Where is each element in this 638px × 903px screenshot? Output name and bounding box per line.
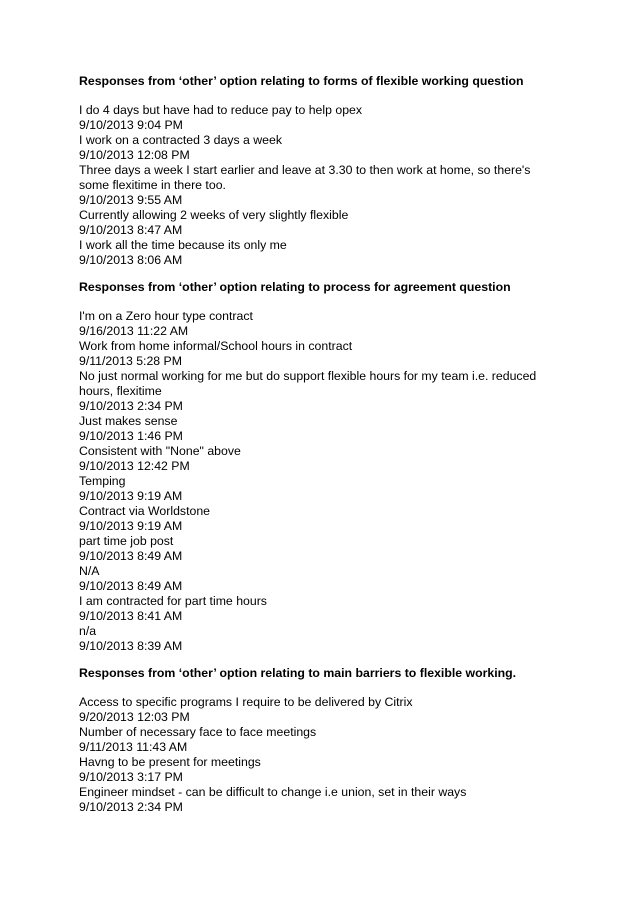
response-timestamp: 9/10/2013 9:19 AM bbox=[79, 489, 183, 503]
section-heading: Responses from ‘other’ option relating to process for agreement question bbox=[79, 280, 511, 294]
response-text: n/a bbox=[79, 624, 97, 638]
section-forms-of-flexible-working bbox=[79, 74, 559, 268]
response-timestamp: 9/10/2013 12:42 PM bbox=[79, 459, 190, 473]
response-text: Consistent with "None" above bbox=[79, 444, 241, 458]
response-text: part time job post bbox=[79, 534, 174, 548]
response-timestamp: 9/10/2013 8:49 AM bbox=[79, 549, 183, 563]
response-text: Access to specific programs I require to be delivered by Citrix bbox=[79, 695, 413, 709]
response-timestamp: 9/10/2013 9:19 AM bbox=[79, 519, 183, 533]
response-timestamp: 9/10/2013 9:55 AM bbox=[79, 193, 183, 207]
response-text: No just normal working for me but do support flexible hours for my team i.e. reduced hours, flexitime bbox=[79, 369, 537, 398]
response-timestamp: 9/11/2013 5:28 PM bbox=[79, 354, 183, 368]
response-text: Number of necessary face to face meetings bbox=[79, 725, 317, 739]
response-timestamp: 9/10/2013 8:41 AM bbox=[79, 609, 183, 623]
response-timestamp: 9/10/2013 1:46 PM bbox=[79, 429, 183, 443]
response-timestamp: 9/10/2013 2:34 PM bbox=[79, 399, 183, 413]
response-timestamp: 9/10/2013 8:47 AM bbox=[79, 223, 183, 237]
response-text: Work from home informal/School hours in contract bbox=[79, 339, 353, 353]
response-text: Just makes sense bbox=[79, 414, 178, 428]
response-timestamp: 9/10/2013 8:39 AM bbox=[79, 639, 183, 653]
response-text: Temping bbox=[79, 474, 126, 488]
response-list bbox=[79, 309, 559, 654]
response-timestamp: 9/10/2013 8:06 AM bbox=[79, 253, 183, 267]
section-heading: Responses from ‘other’ option relating to main barriers to flexible working. bbox=[79, 666, 517, 680]
response-timestamp: 9/10/2013 3:17 PM bbox=[79, 770, 183, 784]
response-timestamp: 9/10/2013 2:34 PM bbox=[79, 800, 183, 814]
response-text: Havng to be present for meetings bbox=[79, 755, 261, 769]
document-page bbox=[79, 74, 559, 827]
response-text: I'm on a Zero hour type contract bbox=[79, 309, 253, 323]
section-process-for-agreement bbox=[79, 280, 559, 654]
response-timestamp: 9/16/2013 11:22 AM bbox=[79, 324, 189, 338]
response-timestamp: 9/11/2013 11:43 AM bbox=[79, 740, 188, 754]
response-timestamp: 9/10/2013 9:04 PM bbox=[79, 118, 183, 132]
section-barriers-to-flexible-working bbox=[79, 666, 559, 815]
response-text: I work on a contracted 3 days a week bbox=[79, 133, 283, 147]
response-list bbox=[79, 103, 559, 268]
response-text: N/A bbox=[79, 564, 100, 578]
response-timestamp: 9/10/2013 12:08 PM bbox=[79, 148, 190, 162]
response-list bbox=[79, 695, 559, 815]
response-text: Currently allowing 2 weeks of very slightly flexible bbox=[79, 208, 349, 222]
response-text: Contract via Worldstone bbox=[79, 504, 210, 518]
response-text: I do 4 days but have had to reduce pay to help opex bbox=[79, 103, 363, 117]
response-text: I work all the time because its only me bbox=[79, 238, 287, 252]
response-text: Engineer mindset - can be difficult to change i.e union, set in their ways bbox=[79, 785, 467, 799]
response-timestamp: 9/10/2013 8:49 AM bbox=[79, 579, 183, 593]
response-text: Three days a week I start earlier and leave at 3.30 to then work at home, so there's some flexitime in there too. bbox=[79, 163, 531, 192]
response-timestamp: 9/20/2013 12:03 PM bbox=[79, 710, 190, 724]
response-text: I am contracted for part time hours bbox=[79, 594, 267, 608]
section-heading: Responses from ‘other’ option relating to forms of flexible working question bbox=[79, 74, 524, 88]
